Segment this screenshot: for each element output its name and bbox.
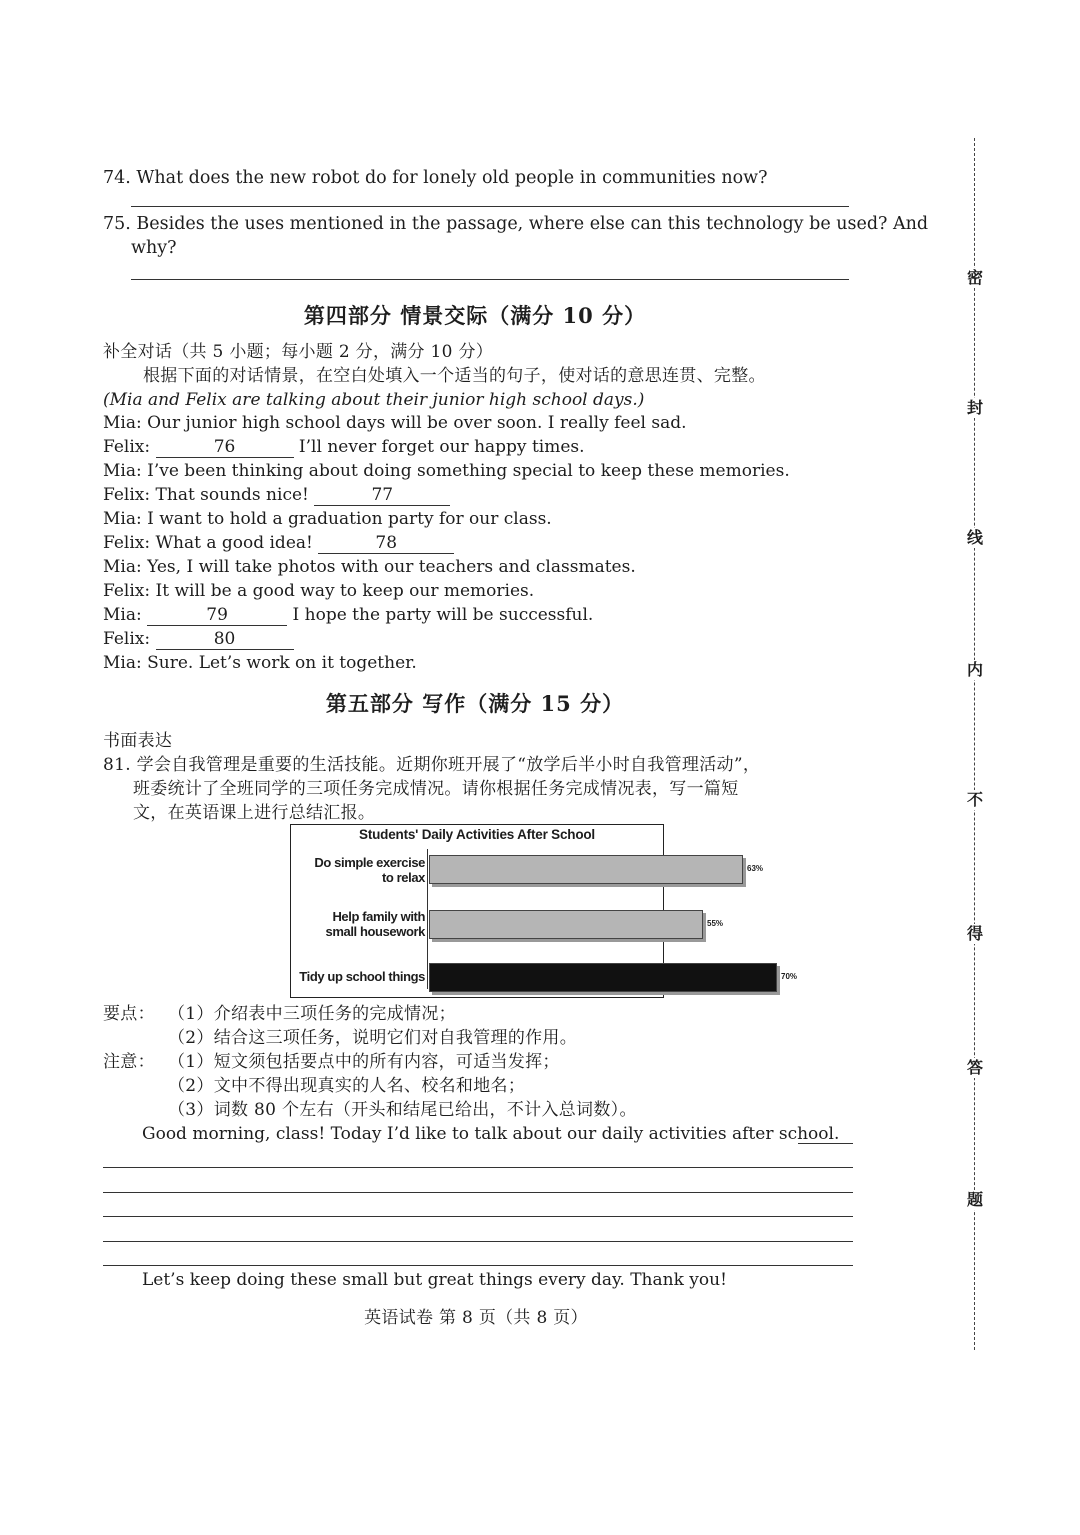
blank-78[interactable]: 78 — [318, 533, 454, 554]
value-label-exercise: 63% — [747, 864, 764, 873]
part4-subtitle: 补全对话（共 5 小题；每小题 2 分，满分 10 分） — [103, 342, 494, 362]
value-label-housework: 55% — [707, 919, 724, 928]
blank-76[interactable]: 76 — [156, 437, 294, 458]
speaker: Felix: — [103, 437, 151, 457]
line-text: What a good idea! — [150, 533, 319, 553]
category-label-line: Tidy up school things — [299, 969, 425, 984]
line-text: I want to hold a graduation party for our class. — [141, 509, 552, 529]
seal-char: 密 — [966, 268, 983, 287]
blank-79[interactable]: 79 — [147, 605, 287, 626]
page-footer: 英语试卷 第 8 页（共 8 页） — [364, 1308, 588, 1328]
line-text: Our junior high school days will be over soon. I really feel sad. — [141, 413, 687, 433]
line-text: Yes, I will take photos with our teachers and classmates. — [141, 557, 636, 577]
essay-line[interactable] — [103, 1192, 853, 1193]
value-label-tidy-up: 70% — [781, 972, 798, 981]
seal-char: 答 — [966, 1058, 983, 1077]
essay-line[interactable] — [103, 1216, 853, 1217]
bar-exercise — [429, 855, 743, 884]
category-label-exercise — [295, 855, 425, 885]
speaker: Felix: — [103, 581, 151, 601]
activities-chart — [290, 824, 798, 998]
task-81-line2: 班委统计了全班同学的三项任务完成情况。请你根据任务完成情况表，写一篇短 — [133, 779, 739, 799]
bar-tidy-up — [429, 963, 777, 992]
dialogue-line — [103, 651, 417, 675]
line-text: That sounds nice! — [150, 485, 315, 505]
point-1: （1）介绍表中三项任务的完成情况； — [168, 1004, 456, 1024]
speaker: Felix: — [103, 485, 151, 505]
part4-instruction: 根据下面的对话情景，在空白处填入一个适当的句子，使对话的意思连贯、完整。 — [143, 366, 766, 386]
blank-80[interactable]: 80 — [156, 629, 294, 650]
notes-label: 注意： — [103, 1052, 155, 1072]
dialogue-line — [103, 627, 294, 651]
dialogue-line — [103, 507, 552, 531]
chart-title: Students' Daily Activities After School — [359, 827, 595, 842]
line-text: Sure. Let’s work on it together. — [141, 653, 417, 673]
essay-line[interactable] — [103, 1241, 853, 1242]
speaker: Mia: — [103, 653, 142, 673]
answer-line-74[interactable] — [131, 206, 849, 207]
line-text: I hope the party will be successful. — [287, 605, 594, 625]
line-text: It will be a good way to keep our memories. — [150, 581, 535, 601]
essay-closing: Let’s keep doing these small but great things every day. Thank you! — [142, 1270, 727, 1290]
note-3: （3）词数 80 个左右（开头和结尾已给出，不计入总词数）。 — [168, 1100, 637, 1120]
speaker: Mia: — [103, 413, 142, 433]
dialogue-line — [103, 459, 790, 483]
speaker: Mia: — [103, 461, 142, 481]
line-text: I’ve been thinking about doing something special to keep these memories. — [141, 461, 790, 481]
question-75-line2: why? — [131, 238, 177, 258]
category-label-line: Do simple exercise — [314, 855, 425, 870]
dialogue-line — [103, 435, 585, 459]
points-label: 要点： — [103, 1004, 155, 1024]
question-74: 74. What does the new robot do for lonely old people in communities now? — [103, 168, 768, 188]
answer-line-75[interactable] — [131, 279, 849, 280]
note-2: （2）文中不得出现真实的人名、校名和地名； — [168, 1076, 526, 1096]
task-81-line1: 81. 学会自我管理是重要的生活技能。近期你班开展了“放学后半小时自我管理活动”， — [103, 755, 761, 775]
point-2: （2）结合这三项任务，说明它们对自我管理的作用。 — [168, 1028, 578, 1048]
seal-char: 不 — [966, 790, 983, 809]
chart-axis — [427, 849, 428, 989]
dialogue-line — [103, 555, 636, 579]
seal-char: 得 — [966, 924, 983, 943]
category-label-housework — [295, 909, 425, 939]
seal-char: 线 — [966, 528, 983, 547]
category-label-line: small housework — [325, 924, 425, 939]
part5-subtitle: 书面表达 — [103, 731, 173, 751]
bar-housework — [429, 910, 703, 939]
speaker: Mia: — [103, 509, 142, 529]
category-label-line: Help family with — [332, 909, 425, 924]
seal-char: 内 — [966, 660, 983, 679]
category-label-line: to relax — [381, 870, 425, 885]
part4-heading: 第四部分 情景交际（满分 10 分） — [303, 303, 647, 328]
essay-opening: Good morning, class! Today I’d like to talk about our daily activities after school. — [142, 1124, 840, 1144]
essay-line[interactable] — [798, 1143, 853, 1144]
speaker: Felix: — [103, 533, 151, 553]
category-label-tidy-up — [293, 969, 425, 984]
speaker: Mia: — [103, 557, 142, 577]
speaker: Mia: — [103, 605, 142, 625]
dialogue-line — [103, 579, 534, 603]
seal-dash-line — [974, 138, 975, 1350]
task-81-line3: 文，在英语课上进行总结汇报。 — [133, 803, 376, 823]
dialogue-line — [103, 603, 593, 627]
part5-heading: 第五部分 写作（满分 15 分） — [325, 691, 625, 716]
note-1: （1）短文须包括要点中的所有内容，可适当发挥； — [168, 1052, 560, 1072]
seal-char: 封 — [966, 398, 983, 417]
dialogue-line — [103, 411, 687, 435]
essay-line[interactable] — [103, 1265, 853, 1266]
line-text: I’ll never forget our happy times. — [293, 437, 585, 457]
essay-line[interactable] — [103, 1167, 853, 1168]
dialogue-context: (Mia and Felix are talking about their junior high school days.) — [103, 390, 645, 410]
question-75-line1: 75. Besides the uses mentioned in the passage, where else can this technology be used? And — [103, 214, 929, 234]
seal-char: 题 — [966, 1190, 983, 1209]
seal-line — [966, 138, 984, 1350]
dialogue-line — [103, 483, 450, 507]
blank-77[interactable]: 77 — [314, 485, 450, 506]
speaker: Felix: — [103, 629, 151, 649]
dialogue-line — [103, 531, 454, 555]
